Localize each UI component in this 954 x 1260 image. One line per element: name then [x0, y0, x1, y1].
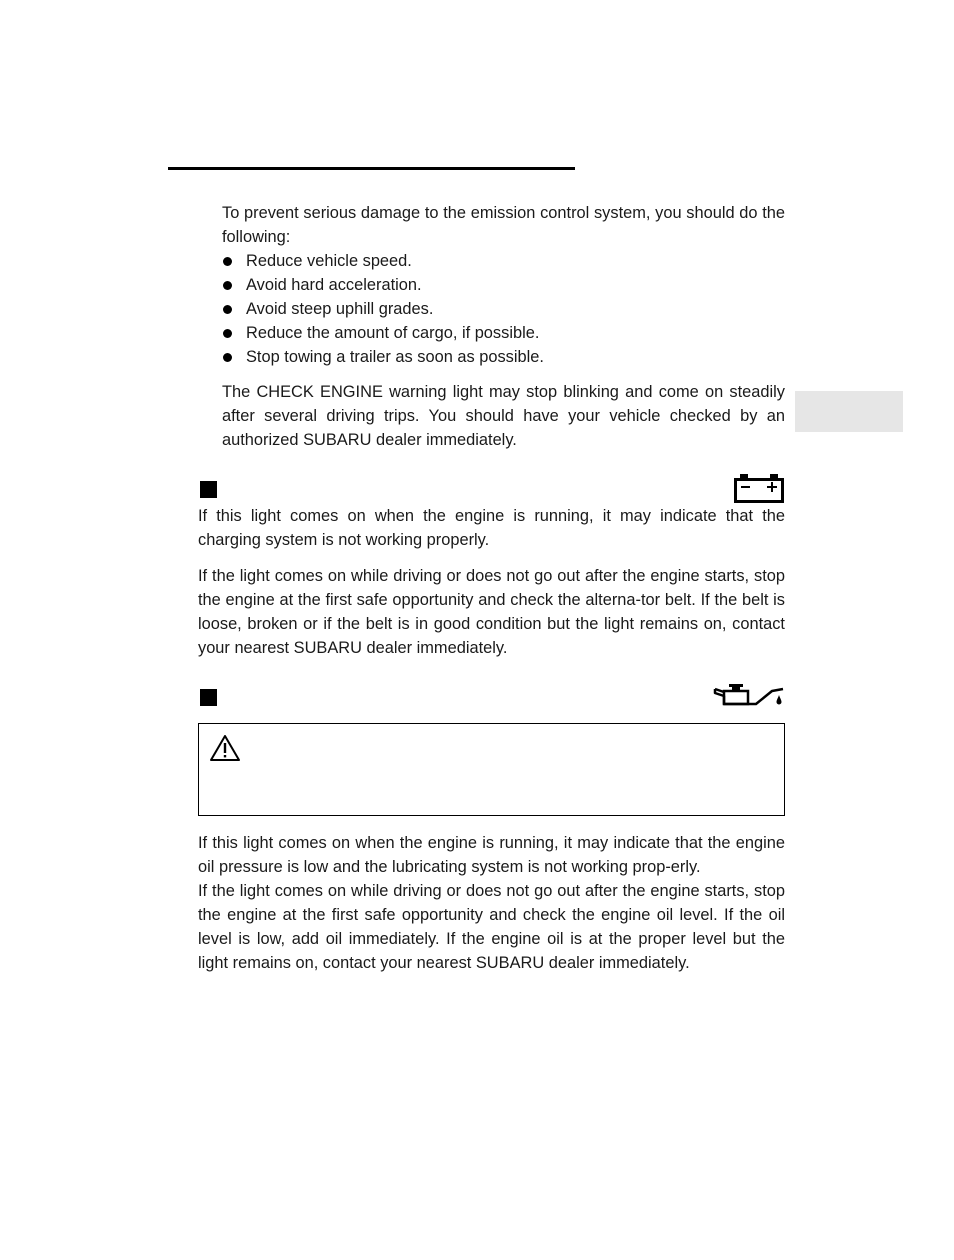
emission-outro-block: [222, 380, 785, 452]
warning-triangle-icon: [209, 734, 241, 762]
section-marker: [200, 689, 217, 706]
battery-icon: [733, 472, 785, 504]
header-rule: [168, 167, 575, 170]
list-item: Reduce the amount of cargo, if possible.: [222, 321, 785, 345]
charge-text-1: If this light comes on when the engine is running, it may indicate that the charging system is not working properly.: [198, 507, 785, 549]
list-item: Avoid hard acceleration.: [222, 273, 785, 297]
emission-intro-text: To prevent serious damage to the emission control system, you should do the following:: [222, 204, 785, 246]
list-item: Avoid steep uphill grades.: [222, 297, 785, 321]
charge-para-1: [198, 504, 785, 552]
list-item: Reduce vehicle speed.: [222, 249, 785, 273]
emission-bullet-list: [222, 249, 785, 369]
oil-text-1: If this light comes on when the engine is running, it may indicate that the engine oil pressure is low and the lubricating system is not working prop-erly.: [198, 834, 785, 876]
oil-can-icon: [712, 680, 786, 708]
chapter-tab: [795, 391, 903, 432]
oil-text-block: [198, 831, 785, 975]
list-item: Stop towing a trailer as soon as possible.: [222, 345, 785, 369]
warning-box: [198, 723, 785, 816]
emission-intro-block: [222, 201, 785, 369]
emission-outro-text: The CHECK ENGINE warning light may stop blinking and come on steadily after several driving trips. You should have your vehicle checked by an authorized SUBARU dealer immediately.: [222, 383, 785, 449]
section-marker: [200, 481, 217, 498]
oil-text-2: If the light comes on while driving or does not go out after the engine starts, stop the engine at the first safe opportunity and check the engine oil level. If the oil level is low, add oil immediately. If the engine oil is at the proper level but the light remains on, contact your nearest SUBARU dealer immediately.: [198, 882, 785, 972]
charge-text-2: If the light comes on while driving or does not go out after the engine starts, stop the engine at the first safe opportunity and check the alterna-tor belt. If the belt is loose, broken or if the belt is in good condition but the light remains on, contact your nearest SUBARU dealer immediately.: [198, 567, 785, 657]
charge-para-2: [198, 564, 785, 660]
